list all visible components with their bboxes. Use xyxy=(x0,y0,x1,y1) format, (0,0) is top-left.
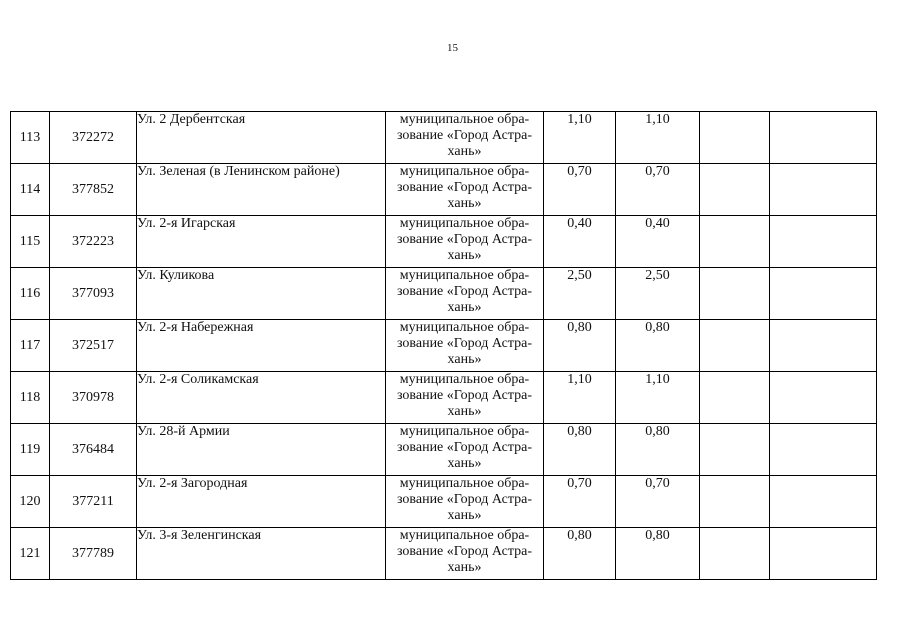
empty-cell xyxy=(770,424,877,476)
length-total-cell: 0,70 xyxy=(544,164,616,216)
road-code-cell: 377211 xyxy=(50,476,137,528)
road-code-cell: 372223 xyxy=(50,216,137,268)
empty-cell xyxy=(770,528,877,580)
table-row xyxy=(11,424,877,476)
owner-cell: муниципальное обра- зование «Город Астра- хань» xyxy=(386,112,544,164)
length-total-cell: 0,40 xyxy=(544,216,616,268)
row-number-cell: 113 xyxy=(11,112,50,164)
length-municipal-cell: 0,70 xyxy=(616,164,700,216)
owner-cell: муниципальное обра- зование «Город Астра- хань» xyxy=(386,528,544,580)
table-body xyxy=(11,112,877,580)
row-number-cell: 119 xyxy=(11,424,50,476)
owner-cell: муниципальное обра- зование «Город Астра- хань» xyxy=(386,372,544,424)
road-code-cell: 376484 xyxy=(50,424,137,476)
road-code-cell: 370978 xyxy=(50,372,137,424)
road-name-cell: Ул. 2-я Соликамская xyxy=(137,372,386,424)
empty-cell xyxy=(770,268,877,320)
length-municipal-cell: 0,80 xyxy=(616,320,700,372)
empty-cell xyxy=(770,216,877,268)
length-total-cell: 0,80 xyxy=(544,528,616,580)
table-row xyxy=(11,476,877,528)
owner-cell: муниципальное обра- зование «Город Астра- хань» xyxy=(386,216,544,268)
empty-cell xyxy=(700,372,770,424)
length-municipal-cell: 0,40 xyxy=(616,216,700,268)
owner-cell: муниципальное обра- зование «Город Астра- хань» xyxy=(386,320,544,372)
length-municipal-cell: 0,70 xyxy=(616,476,700,528)
length-municipal-cell: 0,80 xyxy=(616,528,700,580)
road-name-cell: Ул. 2-я Загородная xyxy=(137,476,386,528)
length-total-cell: 2,50 xyxy=(544,268,616,320)
length-municipal-cell: 1,10 xyxy=(616,372,700,424)
table-row xyxy=(11,112,877,164)
length-total-cell: 0,70 xyxy=(544,476,616,528)
row-number-cell: 114 xyxy=(11,164,50,216)
empty-cell xyxy=(700,320,770,372)
road-name-cell: Ул. Куликова xyxy=(137,268,386,320)
empty-cell xyxy=(700,476,770,528)
empty-cell xyxy=(700,112,770,164)
road-name-cell: Ул. 2-я Игарская xyxy=(137,216,386,268)
row-number-cell: 118 xyxy=(11,372,50,424)
road-name-cell: Ул. 2 Дербентская xyxy=(137,112,386,164)
road-name-cell: Ул. 28-й Армии xyxy=(137,424,386,476)
empty-cell xyxy=(770,372,877,424)
empty-cell xyxy=(770,476,877,528)
owner-cell: муниципальное обра- зование «Город Астра- хань» xyxy=(386,424,544,476)
owner-cell: муниципальное обра- зование «Город Астра- хань» xyxy=(386,164,544,216)
table-row xyxy=(11,268,877,320)
table-row xyxy=(11,372,877,424)
empty-cell xyxy=(700,424,770,476)
row-number-cell: 120 xyxy=(11,476,50,528)
road-name-cell: Ул. 2-я Набережная xyxy=(137,320,386,372)
empty-cell xyxy=(770,320,877,372)
roads-table xyxy=(10,111,877,580)
length-total-cell: 1,10 xyxy=(544,112,616,164)
length-municipal-cell: 0,80 xyxy=(616,424,700,476)
length-total-cell: 0,80 xyxy=(544,424,616,476)
road-name-cell: Ул. Зеленая (в Ленинском районе) xyxy=(137,164,386,216)
row-number-cell: 117 xyxy=(11,320,50,372)
empty-cell xyxy=(770,164,877,216)
road-code-cell: 377852 xyxy=(50,164,137,216)
length-municipal-cell: 2,50 xyxy=(616,268,700,320)
road-code-cell: 372272 xyxy=(50,112,137,164)
road-code-cell: 377093 xyxy=(50,268,137,320)
row-number-cell: 115 xyxy=(11,216,50,268)
table-row xyxy=(11,216,877,268)
empty-cell xyxy=(770,112,877,164)
table-row xyxy=(11,164,877,216)
empty-cell xyxy=(700,268,770,320)
owner-cell: муниципальное обра- зование «Город Астра- хань» xyxy=(386,476,544,528)
length-total-cell: 1,10 xyxy=(544,372,616,424)
row-number-cell: 116 xyxy=(11,268,50,320)
row-number-cell: 121 xyxy=(11,528,50,580)
empty-cell xyxy=(700,164,770,216)
table-row xyxy=(11,320,877,372)
empty-cell xyxy=(700,528,770,580)
length-municipal-cell: 1,10 xyxy=(616,112,700,164)
table-row xyxy=(11,528,877,580)
owner-cell: муниципальное обра- зование «Город Астра- хань» xyxy=(386,268,544,320)
length-total-cell: 0,80 xyxy=(544,320,616,372)
road-code-cell: 377789 xyxy=(50,528,137,580)
road-code-cell: 372517 xyxy=(50,320,137,372)
empty-cell xyxy=(700,216,770,268)
road-name-cell: Ул. 3-я Зеленгинская xyxy=(137,528,386,580)
page-number: 15 xyxy=(447,42,458,54)
